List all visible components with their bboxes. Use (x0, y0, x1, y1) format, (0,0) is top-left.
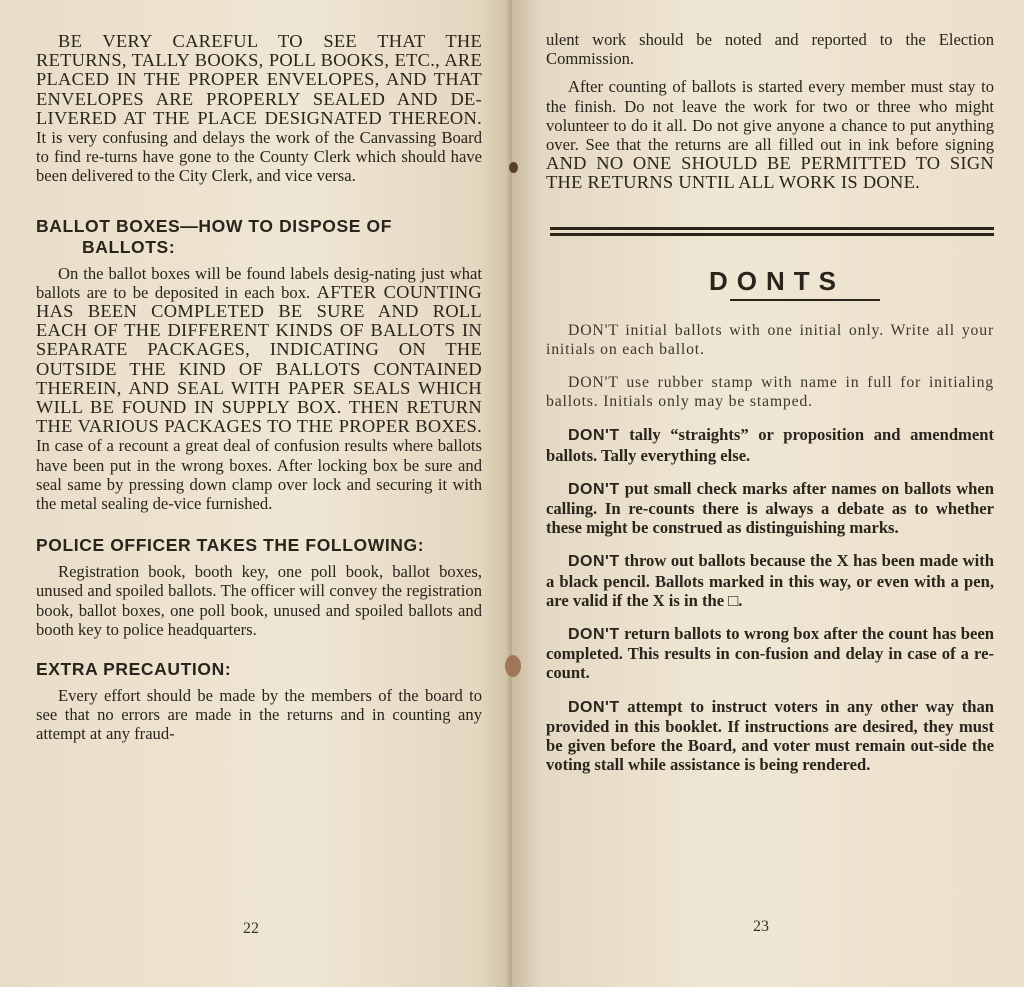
dont-text: initial ballots with one initial only. Write all your initials on each ballot. (546, 321, 995, 358)
ballot-heading-line2: BALLOTS: (82, 236, 176, 257)
page-number-left: 22 (243, 920, 259, 937)
counting-text: After counting of ballots is started every member must stay to the finish. Do not leave the work for two or three who might volunteer to do it all. Do not give anyone a chance to put anything over. See that the returns are all filled out in ink before signing (546, 77, 994, 155)
dont-keyword: DON'T (568, 321, 619, 339)
staple-mark-top (509, 162, 518, 173)
continued-text: ulent work should be noted and reported to the Election Commission. (546, 30, 994, 69)
donts-list (546, 321, 994, 775)
ballot-heading-line1: BALLOT BOXES—HOW TO DISPOSE OF (36, 215, 393, 236)
counting-caps: AND NO ONE SHOULD BE PERMITTED TO SIGN THE RETURNS UNTIL ALL WORK IS DONE. (546, 153, 994, 193)
dont-text: tally “straights” or proposition and amendment ballots. Tally everything else. (546, 425, 994, 465)
envelope-text: It is very confusing and delays the work of the Canvassing Board to find re-turns have gone to the County Clerk which should have been delivered to the City Clerk, and vice versa. (36, 128, 482, 186)
dont-text: attempt to instruct voters in any other way than provided in this booklet. If instructions are desired, they must be given before the Board, and voter must remain out-side the voting stall while assistance is being rendered. (546, 696, 994, 775)
envelope-caps: BE VERY CAREFUL TO SEE THAT THE RETURNS, TALLY BOOKS, POLL BOOKS, ETC., ARE PLACED IN THE PROPER ENVELOPES, AND THAT ENVELOPES ARE PROPERLY SEALED AND DE-LIVERED AT THE PLACE DESIGNATED THEREON. (36, 31, 482, 128)
dont-item (546, 373, 994, 411)
ballot-text-intro: On the ballot boxes will be found labels desig-nating just what ballots are to be deposited in each box. (36, 263, 482, 302)
dont-keyword: DON'T (568, 626, 620, 644)
dont-item (546, 479, 994, 538)
police-officer-text: Registration book, booth key, one poll book, ballot boxes, unused and spoiled ballots. The officer will convey the registration book, ballot boxes, one poll book, unused and spoiled ballots and booth key to police headquarters. (36, 562, 482, 639)
ballot-boxes-text (36, 264, 482, 514)
dont-text: use rubber stamp with name in full for initialing ballots. Initials only may be stamped. (546, 374, 995, 411)
dont-keyword: DON'T (568, 427, 620, 445)
donts-title: DONTS (709, 265, 845, 296)
dont-keyword: DON'T (568, 480, 620, 498)
envelope-instructions (36, 32, 482, 186)
extra-precaution-text: Every effort should be made by the members of the board to see that no errors are made in the returns and in counting any attempt at any fraud- (36, 686, 482, 744)
staple-mark-bottom (505, 655, 521, 677)
dont-text: put small check marks after names on ballots when calling. In re-counts there is always a debate as to whether these might be construed as distinguishing marks. (546, 478, 994, 538)
ballot-boxes-heading (36, 216, 482, 258)
dont-text: return ballots to wrong box after the count has been completed. This results in con-fusion and delay in case of a re-count. (546, 624, 994, 683)
dont-keyword: DON'T (568, 698, 620, 716)
ballot-text-recount: In case of a recount a great deal of confusion results where ballots have been put in the wrong boxes. After locking box be sure and seal same by pressing down clamp over lock and securing it with the metal sealing de-vice furnished. (36, 436, 482, 514)
dont-item (546, 697, 994, 775)
double-rule-divider (550, 227, 994, 236)
extra-precaution-heading: EXTRA PRECAUTION: (36, 659, 232, 680)
dont-text: throw out ballots because the X has been made with a black pencil. Ballots marked in this way, or even with a pen, are valid if the X is in the □. (546, 551, 995, 610)
police-officer-heading: POLICE OFFICER TAKES THE FOLLOWING: (36, 535, 425, 556)
dont-item (546, 425, 994, 464)
dont-keyword: DON'T (568, 553, 620, 571)
dont-item (546, 624, 994, 683)
page-number-right: 23 (753, 918, 769, 935)
counting-instructions (546, 77, 994, 192)
dont-item (546, 551, 994, 610)
dont-keyword: DON'T (568, 374, 619, 392)
ballot-caps: AFTER COUNTING HAS BEEN COMPLETED BE SURE AND ROLL EACH OF THE DIFFERENT KINDS OF BALLOTS IN SEPARATE PACKAGES, INDICATING ON THE OUTSIDE THE KIND OF BALLOTS CONTAINED THEREIN, AND SEAL WITH PAPER SEALS WHICH WILL BE FOUND IN SUPPLY BOX. THEN RETURN THE VARIOUS PACKAGES TO THE PROPER BOXES. (36, 281, 482, 437)
left-page (0, 0, 510, 987)
donts-title-underline (730, 299, 880, 301)
right-page (512, 0, 1024, 987)
dont-item (546, 321, 994, 359)
